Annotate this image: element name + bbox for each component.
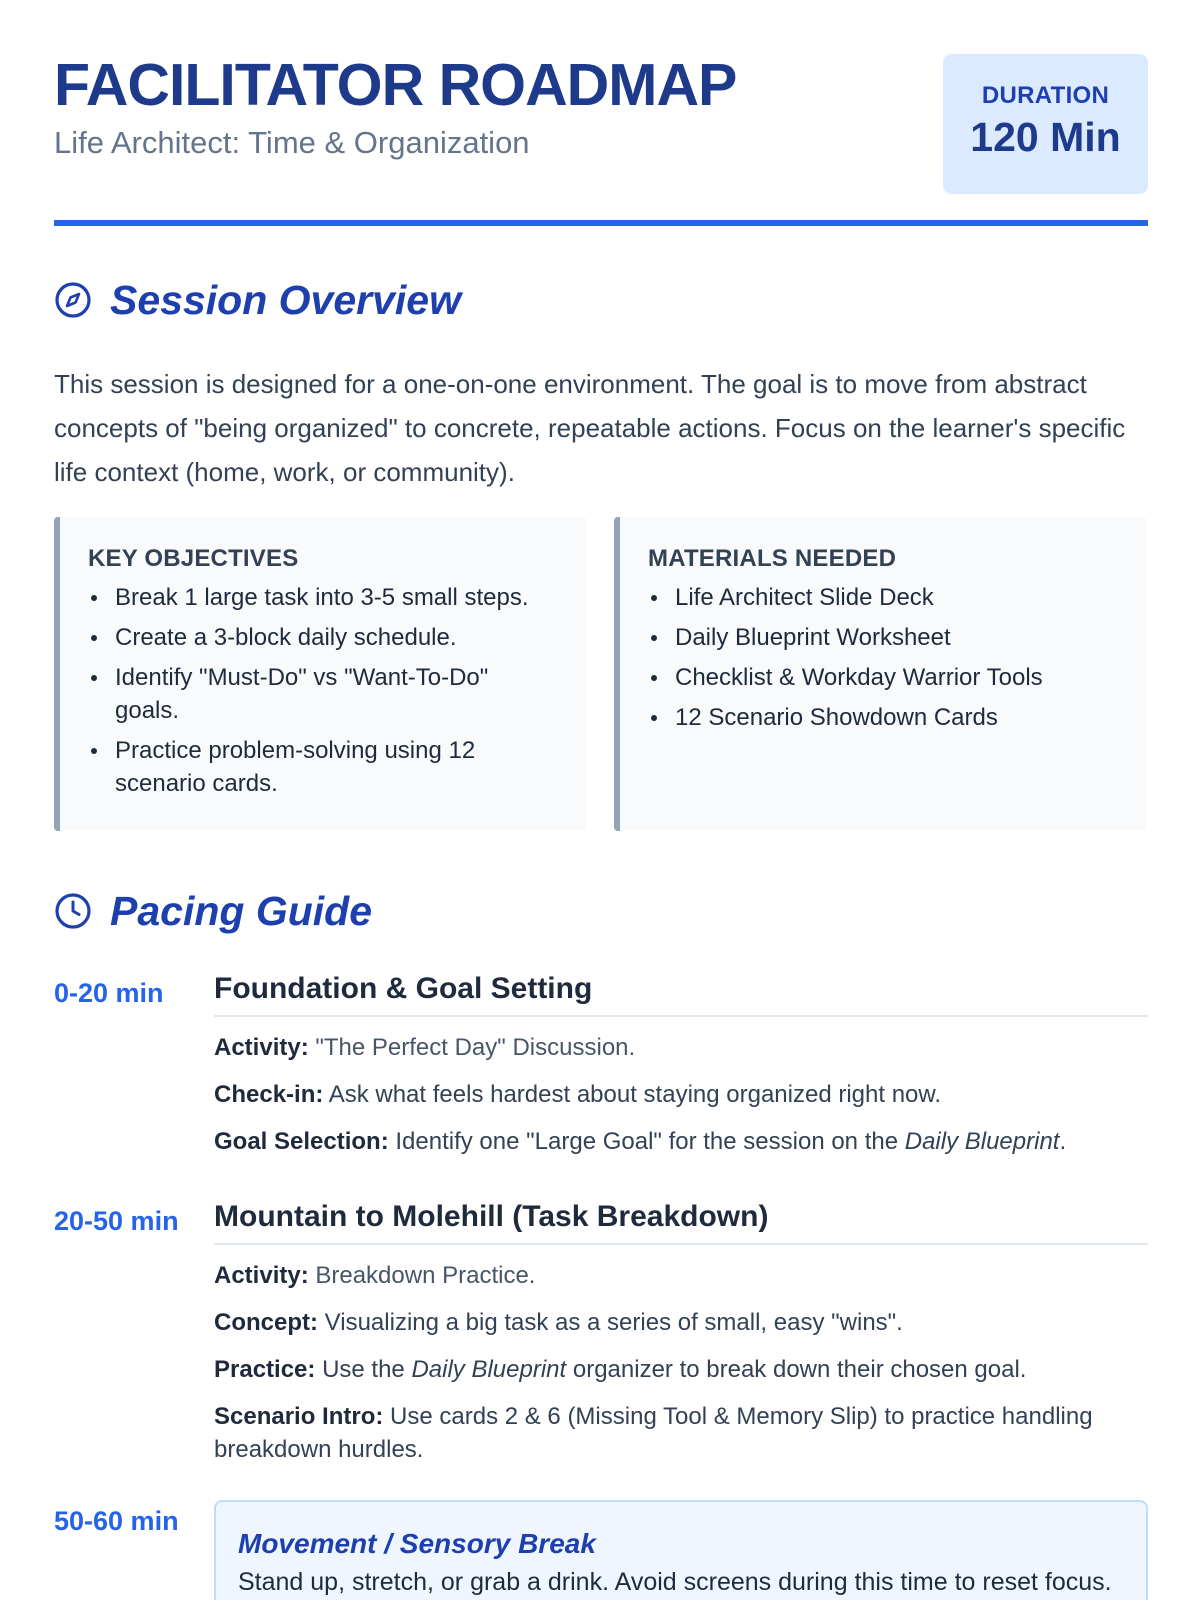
pacing-guide-heading	[54, 886, 372, 936]
page-title: FACILITATOR ROADMAP	[54, 52, 737, 118]
section-title: Pacing Guide	[110, 887, 372, 934]
materials-needed-heading: MATERIALS NEEDED	[648, 545, 897, 572]
key-objectives-heading: KEY OBJECTIVES	[88, 545, 299, 572]
concept-line	[214, 1306, 1148, 1339]
scenario-intro-line	[214, 1400, 1148, 1466]
pacing-time: 0-20 min	[54, 978, 164, 1008]
pacing-body	[214, 972, 1148, 1158]
key-objectives-box	[54, 517, 587, 831]
practice-text: Use the	[322, 1356, 412, 1383]
concept-text: Visualizing a big task as a series of small, easy "wins".	[324, 1309, 903, 1336]
practice-line	[214, 1353, 1148, 1386]
checkin-text: Ask what feels hardest about staying organized right now.	[328, 1081, 942, 1108]
session-overview-heading	[54, 275, 461, 325]
key-objectives-list	[88, 581, 557, 800]
activity-label: Activity:	[214, 1034, 309, 1061]
scenario-intro-text: Use cards 2 & 6 (Missing Tool & Memory Slip) to practice handling breakdown hurdles.	[214, 1403, 1093, 1463]
list-item: 12 Scenario Showdown Cards	[648, 701, 1117, 734]
goal-selection-end: .	[1059, 1128, 1067, 1155]
list-item: Identify "Must-Do" vs "Want-To-Do" goals.	[88, 661, 557, 727]
overview-paragraph: This session is designed for a one-on-one environment. The goal is to move from abstract concepts of "being organized" to concrete, repeatable actions. Focus on the learner's specific life context (home, work, or community).	[54, 369, 1126, 487]
section-title: Session Overview	[110, 276, 461, 323]
duration-badge	[943, 54, 1148, 194]
break-title: Movement / Sensory Break	[238, 1528, 596, 1559]
compass-icon	[54, 281, 92, 319]
pacing-body	[214, 1500, 1148, 1600]
activity-text: Breakdown Practice.	[315, 1262, 536, 1289]
goal-selection-text: Identify one "Large Goal" for the session on the	[395, 1128, 905, 1155]
activity-text: "The Perfect Day" Discussion.	[315, 1034, 636, 1061]
goal-selection-emphasis: Daily Blueprint	[904, 1128, 1060, 1155]
facilitator-roadmap-page	[54, 0, 1148, 1596]
pacing-time: 50-60 min	[54, 1506, 179, 1536]
movement-break-callout	[214, 1500, 1148, 1600]
materials-needed-box	[614, 517, 1147, 831]
duration-label: DURATION	[981, 82, 1110, 109]
page-subtitle: Life Architect: Time & Organization	[54, 125, 530, 160]
header	[54, 0, 1148, 228]
clock-icon	[54, 892, 92, 930]
pacing-time: 20-50 min	[54, 1206, 179, 1236]
activity-label: Activity:	[214, 1262, 309, 1289]
duration-value: 120 Min	[970, 114, 1121, 160]
pacing-title: Foundation & Goal Setting	[214, 972, 1148, 1017]
practice-text-end: organizer to break down their chosen goal.	[566, 1356, 1027, 1383]
activity-line	[214, 1259, 1148, 1292]
checkin-label: Check-in:	[214, 1081, 324, 1108]
materials-list	[648, 581, 1117, 734]
header-divider	[54, 220, 1148, 226]
list-item: Checklist & Workday Warrior Tools	[648, 661, 1117, 694]
practice-label: Practice:	[214, 1356, 316, 1383]
break-text: Stand up, stretch, or grab a drink. Avoid screens during this time to reset focus.	[238, 1568, 1112, 1596]
list-item: Create a 3-block daily schedule.	[88, 621, 557, 654]
goal-selection-label: Goal Selection:	[214, 1128, 389, 1155]
practice-emphasis: Daily Blueprint	[411, 1356, 567, 1383]
scenario-intro-label: Scenario Intro:	[214, 1403, 384, 1430]
concept-label: Concept:	[214, 1309, 318, 1336]
pacing-title: Mountain to Molehill (Task Breakdown)	[214, 1200, 1148, 1245]
goal-selection-line	[214, 1125, 1148, 1158]
list-item: Life Architect Slide Deck	[648, 581, 1117, 614]
pacing-body	[214, 1200, 1148, 1466]
checkin-line	[214, 1078, 1148, 1111]
list-item: Daily Blueprint Worksheet	[648, 621, 1117, 654]
activity-line	[214, 1031, 1148, 1064]
list-item: Break 1 large task into 3-5 small steps.	[88, 581, 557, 614]
list-item: Practice problem-solving using 12 scenario cards.	[88, 734, 557, 800]
